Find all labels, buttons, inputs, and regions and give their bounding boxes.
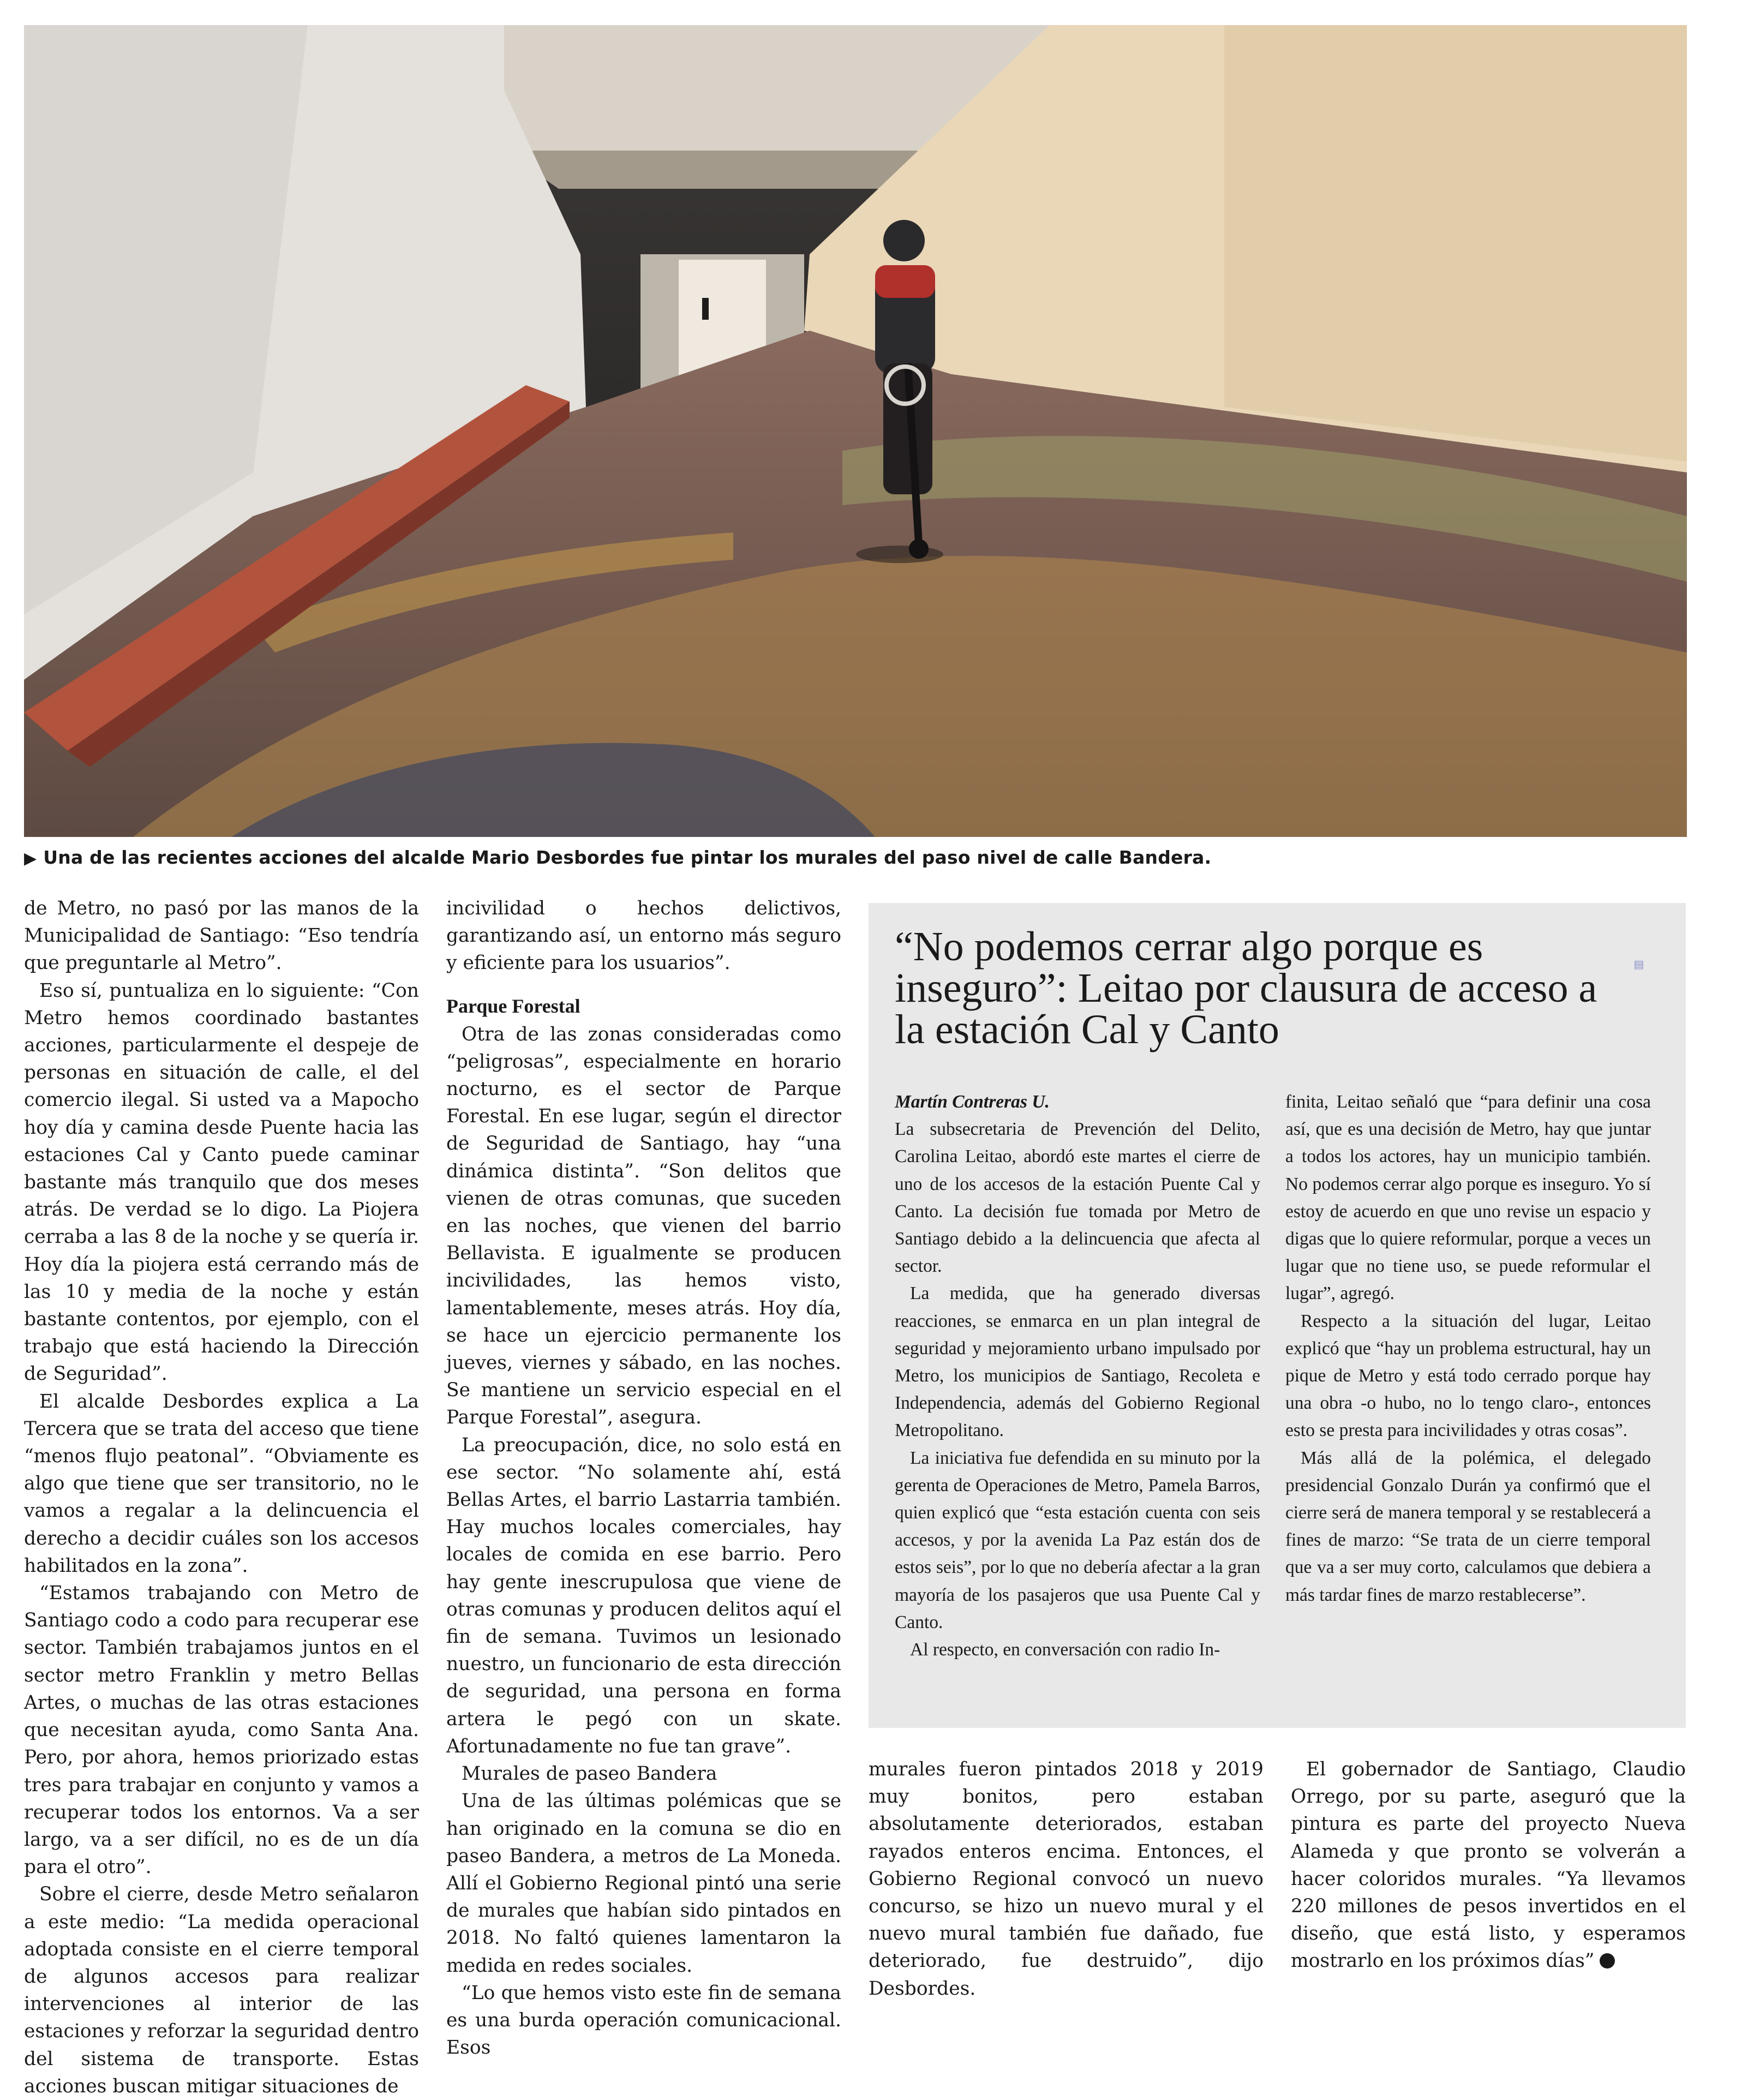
paragraph: de Metro, no pasó por las manos de la Municipalidad de Santiago: “Eso tendría que preguntarle al Metro”. (24, 898, 419, 974)
article-column-4 (1291, 1756, 1686, 1975)
paragraph: Sobre el cierre, desde Metro señalaron a este medio: “La medida operacional adoptada consiste en el cierre temporal de algunos accesos para realizar intervenciones al interior de las estaciones y reforzar la seguridad dentro del sistema de transporte. Estas acciones buscan mitigar situaciones de (24, 1883, 419, 2097)
caption-marker-icon: ▶ (24, 849, 37, 868)
paragraph: Más allá de la polémica, el delegado presidencial Gonzalo Durán ya confirmó que el cierre será de manera temporal y se restablecerá a fines de marzo: “Se trata de un cierre temporal que va a ser muy corto, calculamos que debiera a más tardar fines de marzo restablecerse”. (1285, 1447, 1651, 1605)
paragraph: La subsecretaria de Prevención del Delito, Carolina Leitao, abordó este martes el cierre de uno de los accesos de la estación Puente Cal y Canto. La decisión fue tomada por Metro de Santiago debido a la delincuencia que afecta al sector. (895, 1119, 1260, 1277)
closing-paragraph-text: El gobernador de Santiago, Claudio Orrego, por su parte, aseguró que la pintura es parte del proyecto Nueva Alameda y que pronto se volverán a hacer coloridos murales. “Ya llevamos 220 millones de pesos invertidos en el diseño, que está listo, y esperamos mostrarlo en los próximos días” (1291, 1758, 1686, 1972)
article-column-2 (446, 895, 841, 2061)
sidebar-column-1 (895, 1088, 1260, 1664)
article-column-3 (869, 1756, 1264, 2002)
sidebar-column-2 (1285, 1088, 1651, 1609)
paragraph: “Lo que hemos visto este fin de semana es una burda operación comunicacional. Esos (446, 1982, 841, 2059)
end-of-article-icon (1600, 1953, 1615, 1969)
section-heading: Parque Forestal (446, 995, 580, 1017)
article-column-1 (24, 895, 419, 2100)
paragraph: incivilidad o hechos delictivos, garantizando así, un entorno más seguro y eficiente para los usuarios”. (446, 898, 841, 974)
sidebar-box (869, 903, 1686, 1728)
paragraph: La preocupación, dice, no solo está en ese sector. “No solamente ahí, está Bellas Artes, el barrio Lastarria también. Hay muchos locales comerciales, hay locales de comida en ese barrio. Pero hay gente inescrupulosa que viene de otras comunas y producen delitos aquí el fin de semana. Tuvimos un lesionado nuestro, un funcionario de esta dirección de seguridad, una persona en forma artera le pegó con un skate. Afortunadamente no fue tan grave”. (446, 1434, 841, 1757)
caption-text: Una de las recientes acciones del alcalde Mario Desbordes fue pintar los murales del paso nivel de calle Bandera. (43, 847, 1212, 868)
paragraph: murales fueron pintados 2018 y 2019 muy bonitos, pero estaban absolutamente deteriorados, estaban rayados enteros encima. Entonces, el Gobierno Regional convocó un nuevo concurso, se hizo un nuevo mural y el nuevo mural también fue dañado, fue deteriorado, fue destruido”, dijo Desbordes. (869, 1758, 1264, 2000)
paragraph: “Estamos trabajando con Metro de Santiago codo a codo para recuperar ese sector. También trabajamos juntos en el sector metro Franklin y metro Bellas Artes, o muchas de las otras estaciones que necesitan ayuda, como Santa Ana. Pero, por ahora, hemos priorizado estas tres para trabajar en conjunto y vamos a recuperar todos los entornos. Va a ser largo, va a ser difícil, no es de un día para el otro”. (24, 1582, 419, 1878)
paragraph: La iniciativa fue defendida en su minuto por la gerenta de Operaciones de Metro, Pamela Barros, quien explicó que “esta estación cuenta con seis accesos, y por la avenida La Paz están dos de estos seis”, por lo que no debería afectar a la gran mayoría de los pasajeros que usa Puente Cal y Canto. (895, 1447, 1260, 1632)
paragraph: Al respecto, en conversación con radio In- (910, 1640, 1220, 1660)
underpass-illustration (24, 25, 1687, 837)
paragraph: Una de las últimas polémicas que se han originado en la comuna se dio en paseo Bandera, a metros de La Moneda. Allí el Gobierno Regional pintó una serie de murales que habían sido pintados en 2018. No faltó quienes lamentaron la medida en redes sociales. (446, 1790, 841, 1977)
document-icon: ▤ (1633, 958, 1644, 971)
sidebar-title: “No podemos cerrar algo porque es inseguro”: Leitao por clausura de acceso a la estación Cal y Canto (895, 924, 1597, 1052)
paragraph: finita, Leitao señaló que “para definir una cosa así, que es una decisión de Metro, hay que juntar a todos los actores, hay un municipio también. No podemos cerrar algo porque es inseguro. Yo sí estoy de acuerdo en que uno revise un espacio y digas que lo quiere reformular, porque a veces un lugar que no tiene uso, se puede reformular el lugar”, agregó. (1285, 1092, 1651, 1304)
article-photo (24, 25, 1687, 837)
paragraph: La medida, que ha generado diversas reacciones, se enmarca en un plan integral de seguridad y mejoramiento urbano impulsado por Metro, los municipios de Santiago, Recoleta e Independencia, además del Gobierno Regional Metropolitano. (895, 1283, 1260, 1441)
paragraph: Otra de las zonas consideradas como “peligrosas”, especialmente en horario nocturno, es el sector de Parque Forestal. En ese lugar, según el director de Seguridad de Santiago, hay “una dinámica distinta”. “Son delitos que vienen de otras comunas, que suceden en las noches, que vienen del barrio Bellavista. E igualmente se producen incivilidades, las hemos visto, lamentablemente, meses atrás. Hoy día, se hace un ejercicio permanente los jueves, viernes y sábado, en las noches. Se mantiene un servicio especial en el Parque Forestal”, asegura. (446, 1023, 841, 1429)
paragraph (1291, 1756, 1686, 1975)
paragraph: El alcalde Desbordes explica a La Tercera que se trata del acceso que tiene “menos flujo peatonal”. “Obviamente es algo que tiene que ser transitorio, no le vamos a regalar a la delincuencia el derecho a decidir cuáles son los accesos habilitados en la zona”. (24, 1390, 419, 1577)
author-byline: Martín Contreras U. (895, 1092, 1050, 1112)
paragraph: Eso sí, puntualiza en lo siguiente: “Con Metro hemos coordinado bastantes acciones, particularmente el despeje de personas en situación de calle, el del comercio ilegal. Si usted va a Mapocho hoy día y camina desde Puente hacia las estaciones Cal y Canto puede caminar bastante más tranquilo que dos meses atrás. De verdad se lo digo. La Piojera cerraba a las 8 de la noche y se quería ir. Hoy día la piojera está cerrando más de las 10 y media de la noche y están bastante contentos, por ejemplo, con el trabajo que está haciendo la Dirección de Seguridad”. (24, 979, 419, 1385)
photo-caption (24, 847, 1693, 868)
paragraph: Respecto a la situación del lugar, Leitao explicó que “hay un problema estructural, hay un pique de Metro y está todo cerrado porque hay una obra -o hubo, no lo tengo claro-, entonces esto se presta para incivilidades y otras cosas”. (1285, 1311, 1651, 1441)
subheading: Murales de paseo Bandera (462, 1763, 717, 1785)
